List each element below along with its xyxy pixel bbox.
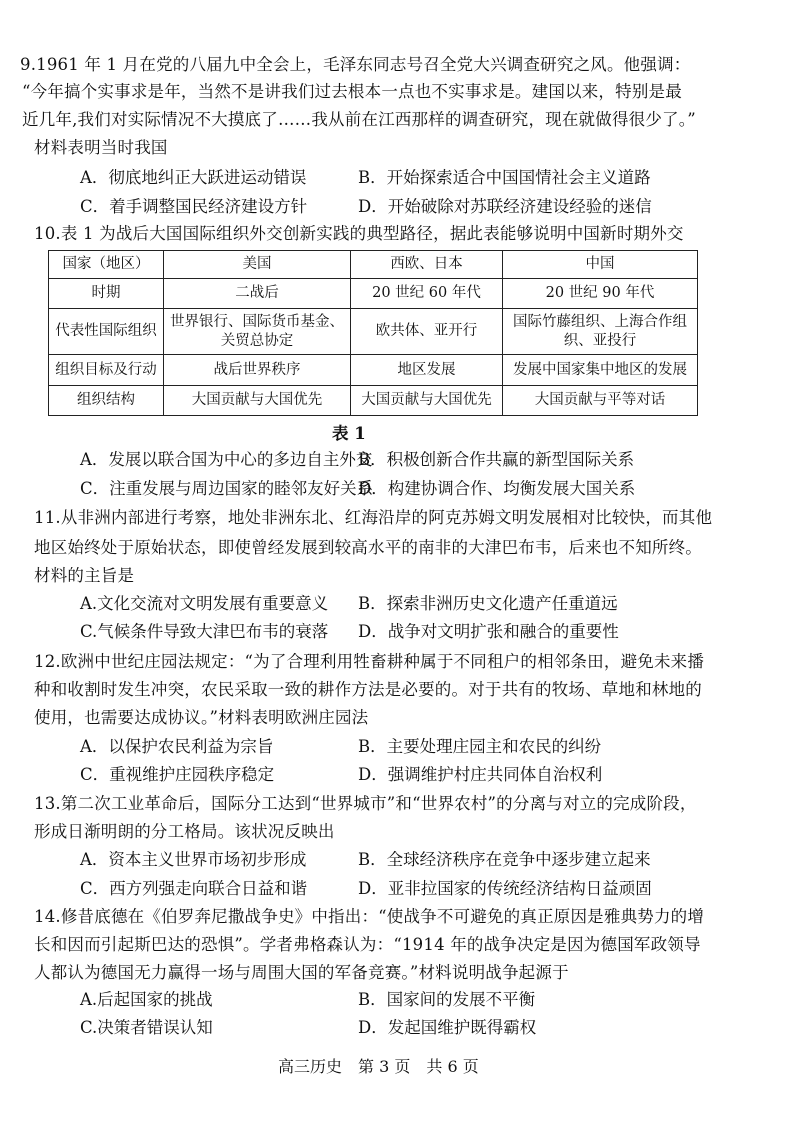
option-c: C.气候条件导致大津巴布韦的衰落	[80, 622, 329, 641]
option-a: A．以保护农民利益为宗旨	[80, 737, 274, 756]
table-cell: 二战后	[164, 279, 351, 309]
option-b: B．探索非洲历史文化遗产任重道远	[358, 594, 618, 613]
option-a: A.后起国家的挑战	[80, 990, 213, 1009]
table-cell: 组织目标及行动	[49, 355, 164, 386]
question-11-line: 地区始终处于原始状态，即使曾经发展到较高水平的南非的大津巴布韦，后来也不知所终。	[34, 538, 702, 557]
table-cell: 大国贡献与平等对话	[503, 386, 698, 416]
table-cell: 西欧、日本	[351, 251, 503, 279]
table-caption: 表 1	[332, 424, 366, 443]
table-cell: 世界银行、国际货币基金、 关贸总协定	[164, 309, 351, 355]
option-d: D．发起国维护既得霸权	[358, 1018, 537, 1037]
table-row	[49, 386, 698, 416]
question-9-line: 材料表明当时我国	[34, 138, 168, 157]
question-9-line: 9.1961 年 1 月在党的八届九中全会上，毛泽东同志号召全党大兴调查研究之风。他强调：	[20, 55, 691, 74]
option-d: D．强调维护村庄共同体自治权利	[358, 765, 603, 784]
option-c: C．西方列强走向联合日益和谐	[80, 879, 308, 898]
table-cell: 时期	[49, 279, 164, 309]
table-cell: 代表性国际组织	[49, 309, 164, 355]
table-cell: 美国	[164, 251, 351, 279]
option-a: A.文化交流对文明发展有重要意义	[80, 594, 329, 613]
question-9-line: 近几年,我们对实际情况不大摸底了……我从前在江西那样的调查研究，现在就做得很少了。”	[22, 110, 696, 129]
option-b: B．全球经济秩序在竞争中逐步建立起来	[358, 850, 651, 869]
question-14-line: 长和因而引起斯巴达的恐惧”。学者弗格森认为：“1914 年的战争决定是因为德国军政领导	[34, 935, 701, 954]
question-9-line: “今年搞个实事求是年，当然不是讲我们过去根本一点也不实事求是。建国以来，特别是最	[22, 82, 682, 101]
option-a: A．彻底地纠正大跃进运动错误	[80, 168, 307, 187]
option-c: C.决策者错误认知	[80, 1018, 213, 1037]
option-d: D．亚非拉国家的传统经济结构日益顽固	[358, 879, 652, 898]
option-b: B．开始探索适合中国国情社会主义道路	[358, 168, 651, 187]
option-a: A．发展以联合国为中心的多边自主外交	[80, 450, 373, 469]
table-row	[49, 251, 698, 279]
question-12-line: 12.欧洲中世纪庄园法规定：“为了合理利用牲畜耕种属于不同租户的相邻条田，避免未来播	[34, 652, 705, 671]
question-11-line: 11.从非洲内部进行考察，地处非洲东北、红海沿岸的阿克苏姆文明发展相对比较快，而其他	[34, 508, 713, 527]
question-11-line: 材料的主旨是	[34, 566, 135, 585]
table-1	[48, 250, 698, 416]
option-d: D．构建协调合作、均衡发展大国关系	[358, 479, 636, 498]
question-14-line: 人都认为德国无力赢得一场与周围大国的军备竞赛。”材料说明战争起源于	[34, 963, 569, 982]
question-12-line: 种和收割时发生冲突，农民采取一致的耕作方法是必要的。对于共有的牧场、草地和林地的	[34, 680, 702, 699]
question-14-line: 14.修昔底德在《伯罗奔尼撒战争史》中指出：“使战争不可避免的真正原因是雅典势力的增	[34, 907, 705, 926]
option-c: C．着手调整国民经济建设方针	[80, 197, 308, 216]
question-13-line: 13.第二次工业革命后，国际分工达到“世界城市”和“世界农村”的分离与对立的完成阶段，	[34, 794, 697, 813]
option-b: B．积极创新合作共赢的新型国际关系	[358, 450, 635, 469]
table-cell: 国家（地区）	[49, 251, 164, 279]
table-row	[49, 279, 698, 309]
table-cell: 欧共体、亚开行	[351, 309, 503, 355]
table-cell: 20 世纪 60 年代	[351, 279, 503, 309]
question-12-line: 使用，也需要达成协议。”材料表明欧洲庄园法	[34, 708, 369, 727]
table-cell: 地区发展	[351, 355, 503, 386]
table-cell: 国际竹藤组织、上海合作组 织、亚投行	[503, 309, 698, 355]
option-d: D．开始破除对苏联经济建设经验的迷信	[358, 197, 652, 216]
question-10-stem: 10.表 1 为战后大国国际组织外交创新实践的典型路径，据此表能够说明中国新时期外交	[34, 224, 684, 243]
page-footer: 高三历史 第 3 页 共 6 页	[278, 1057, 479, 1076]
table-cell: 组织结构	[49, 386, 164, 416]
option-d: D．战争对文明扩张和融合的重要性	[358, 622, 619, 641]
table-row	[49, 355, 698, 386]
table-cell: 发展中国家集中地区的发展	[503, 355, 698, 386]
option-b: B．国家间的发展不平衡	[358, 990, 536, 1009]
table-cell: 中国	[503, 251, 698, 279]
table-cell: 大国贡献与大国优先	[351, 386, 503, 416]
option-c: C．重视维护庄园秩序稳定	[80, 765, 275, 784]
option-a: A．资本主义世界市场初步形成	[80, 850, 307, 869]
option-b: B．主要处理庄园主和农民的纠纷	[358, 737, 602, 756]
table-cell: 大国贡献与大国优先	[164, 386, 351, 416]
table-cell: 战后世界秩序	[164, 355, 351, 386]
question-13-line: 形成日渐明朗的分工格局。该状况反映出	[34, 822, 335, 841]
option-c: C．注重发展与周边国家的睦邻友好关系	[80, 479, 374, 498]
table-cell: 20 世纪 90 年代	[503, 279, 698, 309]
table-row	[49, 309, 698, 355]
